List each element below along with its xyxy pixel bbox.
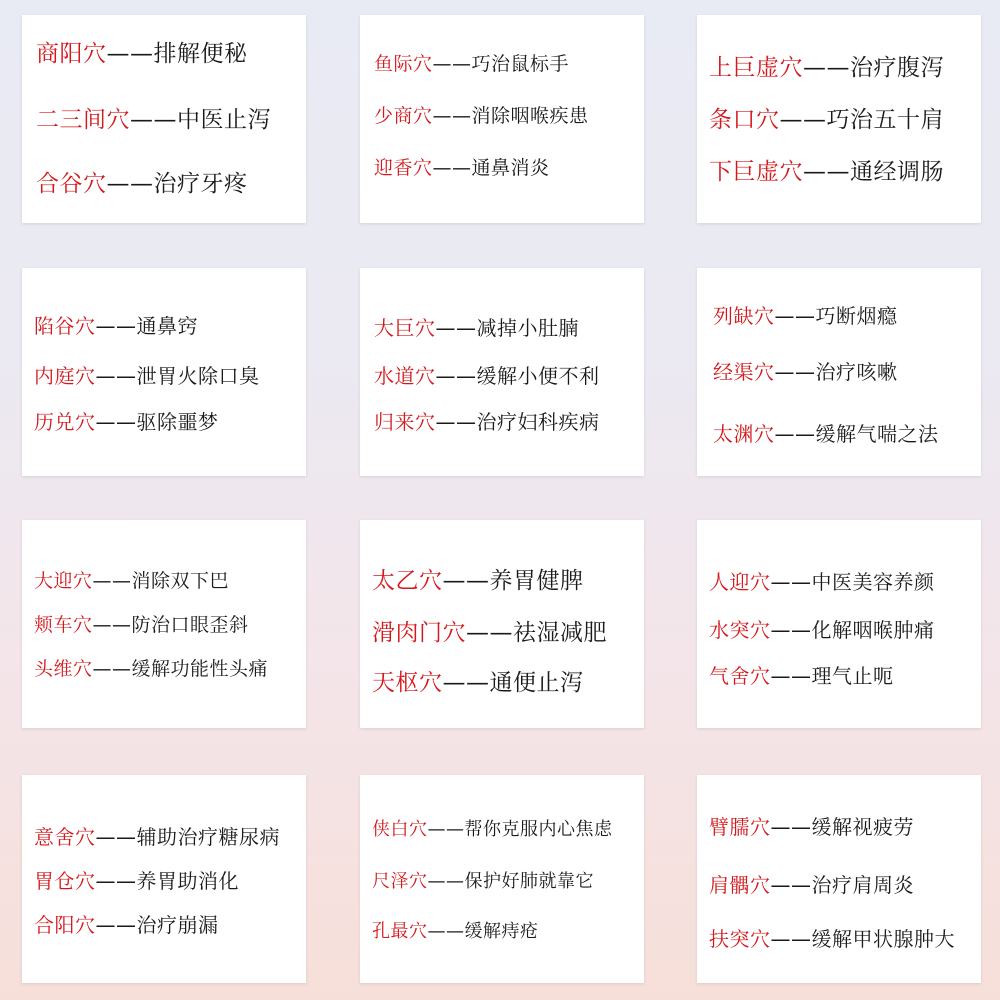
acupoint-entry bbox=[697, 923, 981, 952]
acupoint-effect: 保护好肺就靠它 bbox=[464, 871, 594, 892]
acupoint-effect: 治疗腹泻 bbox=[850, 55, 944, 81]
acupoint-entry bbox=[360, 312, 644, 341]
acupoint-effect: 治疗肩周炎 bbox=[811, 873, 914, 897]
acupoint-entry bbox=[697, 49, 981, 82]
separator-dash: —— bbox=[95, 364, 137, 388]
acupoint-entry bbox=[22, 909, 306, 938]
acupoint-effect: 通鼻窍 bbox=[136, 314, 198, 338]
acupoint-name: 条口穴 bbox=[709, 107, 780, 133]
acupoint-entry bbox=[697, 300, 981, 329]
separator-dash: —— bbox=[432, 105, 472, 127]
acupoint-name: 归来穴 bbox=[374, 410, 436, 434]
acupoint-entry bbox=[697, 153, 981, 186]
separator-dash: —— bbox=[774, 304, 816, 328]
acupoint-entry bbox=[22, 654, 306, 681]
acupoint-entry bbox=[360, 664, 644, 697]
separator-dash: —— bbox=[770, 664, 812, 688]
separator-dash: —— bbox=[466, 620, 513, 646]
acupoint-entry bbox=[697, 660, 981, 689]
separator-dash: —— bbox=[130, 107, 177, 133]
acupoint-name: 商阳穴 bbox=[36, 41, 107, 67]
acupoint-card bbox=[22, 775, 306, 983]
acupoint-name: 合谷穴 bbox=[36, 171, 107, 197]
acupoint-effect: 治疗牙疼 bbox=[153, 171, 248, 197]
separator-dash: —— bbox=[427, 819, 465, 840]
acupoint-card bbox=[697, 15, 981, 223]
separator-dash: —— bbox=[106, 41, 154, 67]
acupoint-effect: 中医美容养颜 bbox=[811, 570, 935, 594]
separator-dash: —— bbox=[770, 618, 812, 642]
acupoint-effect: 巧断烟瘾 bbox=[815, 304, 898, 328]
acupoint-effect: 化解咽喉肿痛 bbox=[811, 618, 935, 642]
separator-dash: —— bbox=[95, 410, 137, 434]
acupoint-name: 大迎穴 bbox=[34, 570, 93, 592]
acupoint-effect: 祛湿减肥 bbox=[513, 620, 607, 646]
acupoint-card bbox=[697, 775, 981, 983]
acupoint-name: 列缺穴 bbox=[713, 304, 775, 328]
separator-dash: —— bbox=[770, 873, 812, 897]
acupoint-name: 气舍穴 bbox=[709, 664, 771, 688]
acupoint-effect: 泄胃火除口臭 bbox=[136, 364, 260, 388]
acupoint-effect: 缓解甲状腺肿大 bbox=[811, 927, 955, 951]
acupoint-name: 肩髃穴 bbox=[709, 873, 771, 897]
acupoint-entry bbox=[22, 610, 306, 637]
acupoint-card bbox=[697, 520, 981, 728]
acupoint-name: 迎香穴 bbox=[374, 157, 433, 179]
acupoint-name: 鱼际穴 bbox=[374, 53, 433, 75]
acupoint-entry bbox=[22, 821, 306, 850]
acupoint-name: 头维穴 bbox=[34, 658, 93, 680]
acupoint-entry bbox=[697, 869, 981, 898]
separator-dash: —— bbox=[95, 913, 137, 937]
acupoint-card bbox=[360, 268, 644, 476]
acupoint-effect: 缓解气喘之法 bbox=[815, 422, 939, 446]
acupoint-entry bbox=[360, 917, 644, 943]
acupoint-effect: 养胃助消化 bbox=[136, 869, 239, 893]
acupoint-effect: 缓解痔疮 bbox=[464, 921, 539, 942]
acupoint-entry bbox=[697, 614, 981, 643]
acupoint-name: 臂臑穴 bbox=[709, 815, 771, 839]
acupoint-card bbox=[360, 520, 644, 728]
acupoint-name: 合阳穴 bbox=[34, 913, 96, 937]
acupoint-entry bbox=[22, 406, 306, 435]
acupoint-entry bbox=[22, 360, 306, 389]
acupoint-name: 扶突穴 bbox=[709, 927, 771, 951]
separator-dash: —— bbox=[95, 314, 137, 338]
acupoint-name: 意舍穴 bbox=[34, 825, 96, 849]
separator-dash: —— bbox=[770, 570, 812, 594]
separator-dash: —— bbox=[95, 825, 137, 849]
acupoint-entry bbox=[22, 566, 306, 593]
acupoint-effect: 治疗咳嗽 bbox=[815, 360, 898, 384]
acupoint-effect: 理气止呃 bbox=[811, 664, 894, 688]
separator-dash: —— bbox=[779, 107, 827, 133]
separator-dash: —— bbox=[435, 364, 477, 388]
acupoint-name: 陷谷穴 bbox=[34, 314, 96, 338]
separator-dash: —— bbox=[442, 670, 490, 696]
acupoint-entry bbox=[22, 310, 306, 339]
acupoint-name: 下巨虚穴 bbox=[709, 159, 803, 185]
acupoint-effect: 通鼻消炎 bbox=[471, 157, 550, 179]
separator-dash: —— bbox=[427, 871, 465, 892]
acupoint-name: 胃仓穴 bbox=[34, 869, 96, 893]
acupoint-entry bbox=[697, 566, 981, 595]
acupoint-name: 孔最穴 bbox=[372, 921, 428, 942]
acupoint-entry bbox=[22, 865, 306, 894]
acupoint-name: 侠白穴 bbox=[372, 819, 428, 840]
separator-dash: —— bbox=[92, 570, 132, 592]
acupoint-effect: 养胃健脾 bbox=[489, 568, 584, 594]
separator-dash: —— bbox=[106, 171, 154, 197]
acupoint-card bbox=[22, 520, 306, 728]
acupoint-effect: 帮你克服内心焦虑 bbox=[464, 819, 613, 840]
separator-dash: —— bbox=[92, 658, 132, 680]
acupoint-entry bbox=[360, 815, 644, 841]
acupoint-effect: 通便止泻 bbox=[489, 670, 584, 696]
separator-dash: —— bbox=[95, 869, 137, 893]
acupoint-card bbox=[22, 268, 306, 476]
acupoint-name: 二三间穴 bbox=[36, 107, 130, 133]
acupoint-entry bbox=[697, 101, 981, 134]
acupoint-entry bbox=[697, 356, 981, 385]
acupoint-entry bbox=[22, 165, 306, 198]
acupoint-entry bbox=[22, 35, 306, 68]
acupoint-entry bbox=[360, 614, 644, 647]
acupoint-card bbox=[697, 268, 981, 476]
acupoint-effect: 驱除噩梦 bbox=[136, 410, 219, 434]
acupoint-entry bbox=[360, 406, 644, 435]
acupoint-entry bbox=[360, 101, 644, 128]
acupoint-effect: 缓解功能性头痛 bbox=[131, 658, 269, 680]
acupoint-entry bbox=[360, 867, 644, 893]
acupoint-effect: 减掉小肚腩 bbox=[476, 316, 579, 340]
acupoint-effect: 治疗崩漏 bbox=[136, 913, 219, 937]
acupoint-effect: 缓解小便不利 bbox=[476, 364, 600, 388]
acupoint-entry bbox=[360, 562, 644, 595]
acupoint-name: 太乙穴 bbox=[372, 568, 443, 594]
separator-dash: —— bbox=[770, 927, 812, 951]
acupoint-entry bbox=[360, 360, 644, 389]
separator-dash: —— bbox=[803, 159, 850, 185]
separator-dash: —— bbox=[427, 921, 465, 942]
acupoint-entry bbox=[22, 101, 306, 134]
separator-dash: —— bbox=[435, 410, 477, 434]
separator-dash: —— bbox=[432, 53, 472, 75]
acupoint-entry bbox=[360, 153, 644, 180]
acupoint-name: 少商穴 bbox=[374, 105, 433, 127]
acupoint-name: 颊车穴 bbox=[34, 614, 93, 636]
separator-dash: —— bbox=[92, 614, 132, 636]
acupoint-effect: 通经调肠 bbox=[850, 159, 944, 185]
acupoint-effect: 排解便秘 bbox=[153, 41, 248, 67]
separator-dash: —— bbox=[432, 157, 472, 179]
separator-dash: —— bbox=[774, 360, 816, 384]
acupoint-name: 人迎穴 bbox=[709, 570, 771, 594]
acupoint-effect: 中医止泻 bbox=[177, 107, 271, 133]
acupoint-card bbox=[22, 15, 306, 223]
acupoint-entry bbox=[360, 49, 644, 76]
separator-dash: —— bbox=[774, 422, 816, 446]
acupoint-effect: 巧治鼠标手 bbox=[471, 53, 570, 75]
separator-dash: —— bbox=[770, 815, 812, 839]
acupoint-effect: 治疗妇科疾病 bbox=[476, 410, 600, 434]
acupoint-name: 大巨穴 bbox=[374, 316, 436, 340]
acupoint-name: 水道穴 bbox=[374, 364, 436, 388]
acupoint-card bbox=[360, 775, 644, 983]
acupoint-name: 滑肉门穴 bbox=[372, 620, 466, 646]
acupoint-entry bbox=[697, 811, 981, 840]
acupoint-card bbox=[360, 15, 644, 223]
acupoint-effect: 巧治五十肩 bbox=[826, 107, 944, 133]
acupoint-name: 上巨虚穴 bbox=[709, 55, 803, 81]
acupoint-effect: 缓解视疲劳 bbox=[811, 815, 914, 839]
acupoint-effect: 消除双下巴 bbox=[131, 570, 230, 592]
acupoint-effect: 防治口眼歪斜 bbox=[131, 614, 249, 636]
acupoint-name: 经渠穴 bbox=[713, 360, 775, 384]
separator-dash: —— bbox=[803, 55, 850, 81]
acupoint-name: 水突穴 bbox=[709, 618, 771, 642]
acupoint-name: 天枢穴 bbox=[372, 670, 443, 696]
acupoint-name: 太渊穴 bbox=[713, 422, 775, 446]
acupoint-entry bbox=[697, 418, 981, 447]
separator-dash: —— bbox=[442, 568, 490, 594]
acupoint-effect: 消除咽喉疾患 bbox=[471, 105, 589, 127]
separator-dash: —— bbox=[435, 316, 477, 340]
acupoint-name: 尺泽穴 bbox=[372, 871, 428, 892]
acupoint-name: 内庭穴 bbox=[34, 364, 96, 388]
acupoint-effect: 辅助治疗糖尿病 bbox=[136, 825, 280, 849]
acupoint-name: 历兑穴 bbox=[34, 410, 96, 434]
